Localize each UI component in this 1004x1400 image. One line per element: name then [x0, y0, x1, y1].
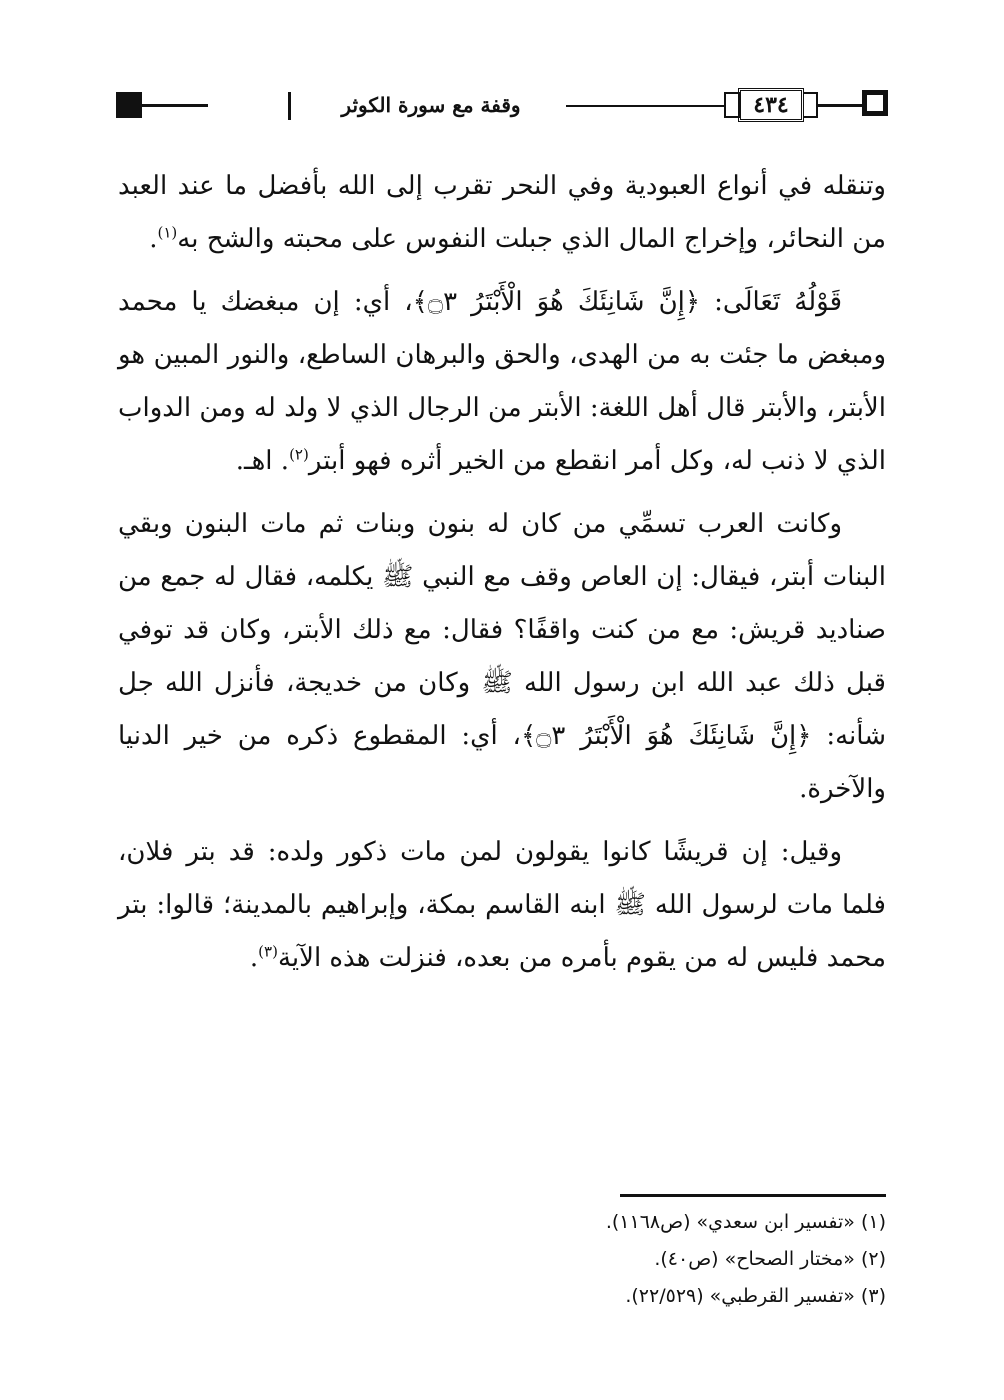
- paragraph: [118, 826, 886, 985]
- header-divider-bar: [288, 92, 291, 120]
- paragraph-lead: قَوْلُهُ تَعَالَى:: [700, 287, 842, 317]
- footnote-ref: (٣): [258, 942, 278, 961]
- quran-verse: ﴿إِنَّ شَانِئَكَ هُوَ الْأَبْتَرُ ۝٣﴾: [412, 287, 701, 317]
- footnote-ref: (١): [157, 223, 178, 242]
- quran-verse: ﴿إِنَّ شَانِئَكَ هُوَ الْأَبْتَرُ ۝٣﴾: [520, 721, 812, 751]
- header-rule-left: [142, 104, 208, 107]
- paragraph-tail: . اهـ.: [235, 446, 290, 476]
- footnote: (٢) «مختار الصحاح» (ص٤٠).: [654, 1248, 886, 1270]
- page-number-ornament-left: [724, 92, 740, 118]
- paragraph-text: وتنقله في أنواع العبودية وفي النحر تقرب إلى الله بأفضل ما عند العبد من النحائر، وإخراج المال الذي جبلت النفوس على محبته والشح به: [118, 171, 886, 254]
- header-ornament-left: [116, 92, 142, 118]
- footnote: (٣) «تفسير القرطبي» (٢٢/٥٢٩).: [625, 1285, 886, 1307]
- footnote-separator: [620, 1194, 886, 1197]
- page-number: ٤٣٤: [738, 88, 804, 122]
- page-number-ornament-right: [802, 92, 818, 118]
- running-title: وقفة مع سورة الكوثر: [296, 88, 566, 124]
- page-header: [116, 88, 888, 124]
- paragraph-tail: ، أي: المقطوع ذكره من خير الدنيا والآخرة.: [118, 721, 886, 804]
- footnotes: [118, 1204, 886, 1315]
- paragraph-tail: .: [249, 943, 259, 973]
- paragraph: [118, 498, 886, 816]
- footnote-ref: (٢): [289, 445, 309, 464]
- paragraph: [118, 276, 886, 488]
- footnote: (١) «تفسير ابن سعدي» (ص١١٦٨).: [605, 1211, 886, 1233]
- paragraph-text: ، أي: إن مبغضك يا محمد ومبغض ما جئت به من الهدى، والحق والبرهان الساطع، والنور المبين هو الأبتر، والأبتر قال أهل اللغة: الأبتر من الرجال الذي لا ولد له ومن الدواب الذي لا ذنب له، وكل أمر انقطع من الخير أثره فهو أبتر: [118, 287, 886, 476]
- header-ornament-right: [862, 90, 888, 116]
- paragraph-tail: .: [149, 224, 158, 254]
- paragraph: [118, 160, 886, 266]
- paragraph-text: وقيل: إن قريشًا كانوا يقولون لمن مات ذكور ولده: قد بتر فلان، فلما مات لرسول الله ﷺ ابنه القاسم بمكة، وإبراهيم بالمدينة؛ قالوا: بتر محمد فليس له من يقوم بأمره من بعده، فنزلت هذه الآية: [118, 837, 886, 973]
- main-text: [118, 160, 886, 995]
- paragraph-text: وكانت العرب تسمِّي من كان له بنون وبنات ثم مات البنون وبقي البنات أبتر، فيقال: إن العاص وقف مع النبي ﷺ يكلمه، فقال له جمع من صناديد قريش: مع من كنت واقفًا؟ فقال: مع ذلك الأبتر، وكان قد توفي قبل ذلك عبد الله ابن رسول الله ﷺ وكان من خديجة، فأنزل الله جل شأنه:: [118, 509, 886, 751]
